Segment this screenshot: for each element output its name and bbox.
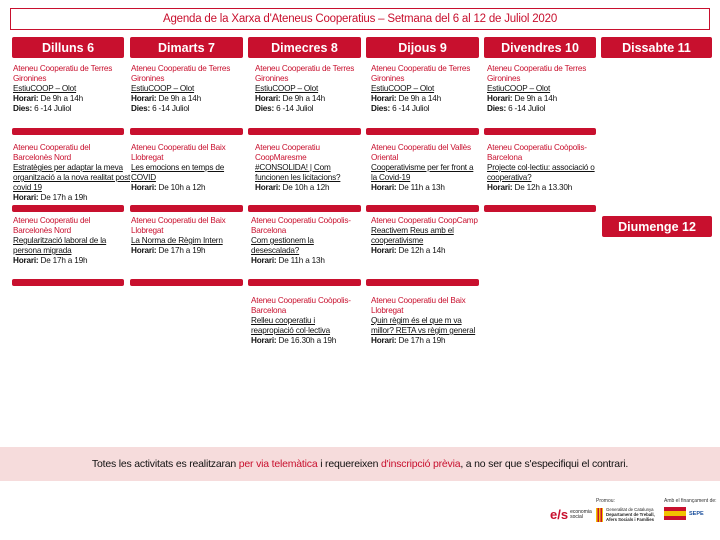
schedule-label: Horari: xyxy=(371,336,397,345)
event-schedule xyxy=(487,183,599,193)
days-value: 6 -14 Juliol xyxy=(276,104,314,113)
schedule-value: De 16.30h a 19h xyxy=(278,336,337,345)
event-title-link[interactable]: Regularització laboral de la persona migrada xyxy=(13,236,107,255)
schedule-label: Horari: xyxy=(487,94,513,103)
event-schedule xyxy=(251,256,357,266)
ministerio-logo xyxy=(664,507,704,520)
event-schedule xyxy=(255,183,359,193)
days-label: Dies: xyxy=(13,104,33,113)
schedule-value: De 10h a 12h xyxy=(158,183,206,192)
event-organizer: Ateneu Cooperatiu de Terres Gironines xyxy=(131,64,231,83)
event-days xyxy=(255,104,375,114)
event-dijous-2[interactable] xyxy=(371,143,481,193)
footer-text-1: Totes les activitats es realitzaran xyxy=(91,458,239,470)
event-organizer: Ateneu Cooperatiu del Baix Llobregat xyxy=(131,143,226,162)
separator-bar xyxy=(484,205,596,212)
days-value: 6 -14 Juliol xyxy=(392,104,430,113)
event-organizer: Ateneu Cooperatiu del Baix Llobregat xyxy=(131,216,226,235)
event-title-link[interactable]: EstiuCOOP – Olot xyxy=(13,84,77,93)
event-days xyxy=(487,104,607,114)
schedule-label: Horari: xyxy=(255,183,281,192)
event-dijous-3[interactable] xyxy=(371,216,483,256)
days-label: Dies: xyxy=(371,104,391,113)
event-title-link[interactable]: Quin règim és el que m va millor? RETA vs règim general xyxy=(371,316,476,335)
event-title-link[interactable]: Cooperativisme per fer front a la Covid-19 xyxy=(371,163,474,182)
separator-bar xyxy=(12,128,124,135)
schedule-label: Horari: xyxy=(13,94,39,103)
day-header-dissabte: Dissabte 11 xyxy=(601,37,712,58)
gen-logo-line1: Generalitat de Catalunya xyxy=(606,507,654,512)
event-organizer: Ateneu Cooperatiu de Terres Gironines xyxy=(13,64,113,83)
separator-bar xyxy=(366,279,479,286)
gen-logo-line2: Departament de Treball, xyxy=(606,512,655,517)
separator-bar xyxy=(130,279,243,286)
event-dimecres-1[interactable] xyxy=(255,64,375,114)
event-dimecres-4[interactable] xyxy=(251,296,357,346)
schedule-value: De 11h a 13h xyxy=(398,183,445,192)
event-title-link[interactable]: Les emocions en temps de COVID xyxy=(131,163,225,182)
separator-bar xyxy=(12,205,124,212)
event-title-link[interactable]: #CONSOLIDA! | Com funcionen les licitacions? xyxy=(255,163,341,182)
schedule-value: De 11h a 13h xyxy=(278,256,325,265)
promou-label: Promou: xyxy=(596,498,615,504)
schedule-label: Horari: xyxy=(255,94,281,103)
event-title-link[interactable]: Com gestionem la desescalada? xyxy=(251,236,314,255)
schedule-label: Horari: xyxy=(251,256,277,265)
event-organizer: Ateneu Cooperatiu CoopCamp xyxy=(371,216,478,225)
separator-bar xyxy=(366,128,479,135)
day-header-diumenge: Diumenge 12 xyxy=(602,216,712,237)
schedule-value: De 17h a 19h xyxy=(158,246,206,255)
event-organizer: Ateneu Cooperatiu CoopMaresme xyxy=(255,143,320,162)
event-organizer: Ateneu Cooperatiu Coòpolis-Barcelona xyxy=(251,296,351,315)
event-schedule xyxy=(13,256,125,266)
event-organizer: Ateneu Cooperatiu de Terres Gironines xyxy=(487,64,587,83)
event-dijous-4[interactable] xyxy=(371,296,481,346)
event-dilluns-2[interactable] xyxy=(13,143,131,203)
senyera-icon xyxy=(596,508,603,522)
schedule-value: De 17h a 19h xyxy=(398,336,446,345)
event-organizer: Ateneu Cooperatiu del Vallès Oriental xyxy=(371,143,471,162)
days-label: Dies: xyxy=(255,104,275,113)
separator-bar xyxy=(130,128,243,135)
schedule-label: Horari: xyxy=(251,336,277,345)
schedule-label: Horari: xyxy=(13,256,39,265)
days-value: 6 -14 Juliol xyxy=(34,104,72,113)
event-title-link[interactable]: EstiuCOOP – Olot xyxy=(131,84,195,93)
event-title-link[interactable]: EstiuCOOP – Olot xyxy=(371,84,435,93)
event-schedule xyxy=(371,246,483,256)
event-schedule xyxy=(487,94,607,104)
separator-bar xyxy=(366,205,479,212)
event-dimarts-1[interactable] xyxy=(131,64,251,114)
agenda-title-box xyxy=(10,8,710,30)
schedule-value: De 9h a 14h xyxy=(282,94,325,103)
footer-text-3: , a no ser que s'especifiqui el contrari. xyxy=(460,458,629,470)
day-header-dimecres: Dimecres 8 xyxy=(248,37,361,58)
event-schedule xyxy=(13,94,133,104)
schedule-value: De 9h a 14h xyxy=(398,94,441,103)
event-title-link[interactable]: Relleu cooperatiu i reapropiació col·lectiva xyxy=(251,316,330,335)
schedule-label: Horari: xyxy=(371,183,397,192)
event-days xyxy=(371,104,491,114)
event-dilluns-3[interactable] xyxy=(13,216,125,266)
event-title-link[interactable]: EstiuCOOP – Olot xyxy=(487,84,551,93)
event-divendres-1[interactable] xyxy=(487,64,607,114)
event-schedule xyxy=(255,94,375,104)
day-header-divendres: Divendres 10 xyxy=(484,37,596,58)
event-dilluns-1[interactable] xyxy=(13,64,133,114)
days-label: Dies: xyxy=(487,104,507,113)
schedule-value: De 12h a 13.30h xyxy=(514,183,573,192)
day-header-dimarts: Dimarts 7 xyxy=(130,37,243,58)
generalitat-logo xyxy=(596,507,655,522)
schedule-label: Horari: xyxy=(487,183,513,192)
separator-bar xyxy=(248,279,361,286)
schedule-value: De 12h a 14h xyxy=(398,246,446,255)
event-days xyxy=(131,104,251,114)
event-divendres-2[interactable] xyxy=(487,143,599,193)
separator-bar xyxy=(12,279,124,286)
es-logo-symbol: e/s xyxy=(550,507,569,522)
days-value: 6 -14 Juliol xyxy=(152,104,190,113)
event-schedule xyxy=(251,336,357,346)
days-value: 6 -14 Juliol xyxy=(508,104,546,113)
event-organizer: Ateneu Cooperatiu de Terres Gironines xyxy=(371,64,471,83)
event-organizer: Ateneu Cooperatiu del Baix Llobregat xyxy=(371,296,466,315)
event-title-link[interactable]: Estratègies per adaptar la meva organització a la nova realitat post covid 19 xyxy=(13,163,131,192)
event-schedule xyxy=(13,193,131,203)
sepe-logo: SEPE xyxy=(689,510,704,517)
separator-bar xyxy=(248,128,361,135)
day-header-dilluns: Dilluns 6 xyxy=(12,37,124,58)
event-schedule xyxy=(131,94,251,104)
gen-logo-line3: Afers Socials i Famílies xyxy=(606,517,655,522)
schedule-label: Horari: xyxy=(131,246,157,255)
days-label: Dies: xyxy=(131,104,151,113)
economia-social-logo xyxy=(550,507,592,522)
event-dimarts-3[interactable] xyxy=(131,216,243,256)
schedule-value: De 17h a 19h xyxy=(40,256,88,265)
event-title-link[interactable]: La Norma de Règim Intern xyxy=(131,236,223,245)
event-organizer: Ateneu Cooperatiu del Barcelonès Nord xyxy=(13,216,91,235)
day-header-dijous: Dijous 9 xyxy=(366,37,479,58)
schedule-value: De 9h a 14h xyxy=(158,94,201,103)
event-schedule xyxy=(131,183,243,193)
event-dijous-1[interactable] xyxy=(371,64,491,114)
schedule-label: Horari: xyxy=(13,193,39,202)
event-dimecres-3[interactable] xyxy=(251,216,357,266)
schedule-value: De 9h a 14h xyxy=(514,94,557,103)
separator-bar xyxy=(248,205,361,212)
event-days xyxy=(13,104,133,114)
event-title-link[interactable]: Projecte col·lectiu: associació o cooperativa? xyxy=(487,163,595,182)
event-title-link[interactable]: Reactivem Reus amb el cooperativisme xyxy=(371,226,454,245)
schedule-label: Horari: xyxy=(131,94,157,103)
schedule-value: De 9h a 14h xyxy=(40,94,83,103)
event-organizer: Ateneu Cooperatiu Coòpolis-Barcelona xyxy=(251,216,351,235)
event-schedule xyxy=(371,94,491,104)
separator-bar xyxy=(130,205,243,212)
financament-label: Amb el finançament de: xyxy=(664,498,717,504)
event-dimecres-2[interactable] xyxy=(255,143,359,193)
event-schedule xyxy=(371,336,481,346)
event-schedule xyxy=(371,183,481,193)
es-logo-line1: economia xyxy=(570,508,592,515)
footer-highlight-inscripcio: d'inscripció prèvia xyxy=(381,458,461,470)
agenda-title: Agenda de la Xarxa d'Ateneus Cooperatius – Setmana del 6 al 12 de Juliol 2020 xyxy=(162,13,558,25)
event-organizer: Ateneu Cooperatiu Coòpolis-Barcelona xyxy=(487,143,587,162)
event-organizer: Ateneu Cooperatiu de Terres Gironines xyxy=(255,64,355,83)
es-logo-line2: social xyxy=(570,513,583,520)
event-organizer: Ateneu Cooperatiu del Barcelonès Nord xyxy=(13,143,91,162)
footer-text-2: i requereixen xyxy=(317,458,382,470)
spain-flag-icon xyxy=(664,507,686,520)
footer-highlight-telematica: per via telemàtica xyxy=(238,458,318,470)
schedule-value: De 10h a 12h xyxy=(282,183,330,192)
event-title-link[interactable]: EstiuCOOP – Olot xyxy=(255,84,319,93)
schedule-value: De 17h a 19h xyxy=(40,193,88,202)
schedule-label: Horari: xyxy=(371,246,397,255)
event-dimarts-2[interactable] xyxy=(131,143,243,193)
separator-bar xyxy=(484,128,596,135)
schedule-label: Horari: xyxy=(371,94,397,103)
footer-notice xyxy=(0,447,720,481)
event-schedule xyxy=(131,246,243,256)
schedule-label: Horari: xyxy=(131,183,157,192)
